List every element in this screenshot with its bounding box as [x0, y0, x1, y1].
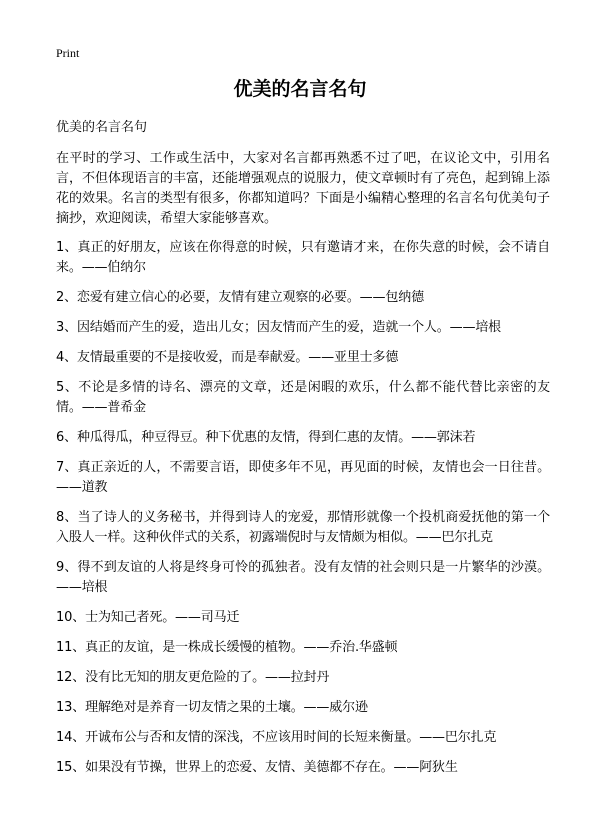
quote-item: 15、如果没有节操，世界上的恋爱、友情、美德都不存在。——阿狄生 — [56, 760, 458, 775]
quote-item: 4、友情最重要的不是接收爱，而是奉献爱。——亚里士多德 — [56, 350, 399, 365]
quote-item: 11、真正的友谊，是一株成长缓慢的植物。——乔治.华盛顿 — [56, 640, 398, 655]
quote-item: 3、因结婚而产生的爱，造出儿女；因友情而产生的爱，造就一个人。——培根 — [56, 320, 502, 335]
intro-paragraph: 在平时的学习、工作或生活中，大家对名言都再熟悉不过了吧，在议论文中，引用名言，不但体现语言的丰富，还能增强观点的说服力，使文章顿时有了亮色，起到锦上添花的效果。名言的类型有很多，你都知道吗？下面是小编精心整理的名言名句优美句子摘抄，欢迎阅读，希望大家能够喜欢。 — [56, 151, 551, 226]
quote-item: 6、种瓜得瓜，种豆得豆。种下优惠的友情，得到仁惠的友情。——郭沫若 — [56, 430, 476, 445]
quote-item: 8、当了诗人的义务秘书，并得到诗人的宠爱，那情形就像一个投机商爱抚他的第一个入股人一样。这种伙伴式的关系，初露端倪时与友情颇为相似。——巴尔扎克 — [56, 510, 550, 545]
quote-item: 12、没有比无知的朋友更危险的了。——拉封丹 — [56, 670, 330, 685]
page-title: 优美的名言名句 — [233, 78, 367, 100]
quote-item: 5、不论是多情的诗名、漂亮的文章，还是闲暇的欢乐，什么都不能代替比亲密的友情。——普希金 — [56, 380, 550, 415]
article-subtitle: 优美的名言名句 — [56, 120, 148, 135]
quote-item: 9、得不到友谊的人将是终身可怜的孤独者。没有友情的社会则只是一片繁华的沙漠。——培根 — [56, 560, 550, 595]
quote-item: 7、真正亲近的人，不需要言语，即使多年不见，再见面的时候，友情也会一日往昔。——道教 — [56, 460, 550, 495]
quote-item: 2、恋爱有建立信心的必要，友情有建立观察的必要。——包纳德 — [56, 290, 424, 305]
quote-item: 14、开诚布公与否和友情的深浅，不应该用时间的长短来衡量。——巴尔扎克 — [56, 730, 497, 745]
print-link[interactable]: Print — [56, 46, 80, 60]
quote-list — [56, 238, 550, 778]
quote-item: 10、士为知己者死。——司马迁 — [56, 610, 240, 625]
article-body — [56, 118, 550, 788]
quote-item: 13、理解绝对是养育一切友情之果的土壤。——威尔逊 — [56, 700, 368, 715]
quote-item: 1、真正的好朋友，应该在你得意的时候，只有邀请才来，在你失意的时候，会不请自来。——伯纳尔 — [56, 240, 550, 275]
